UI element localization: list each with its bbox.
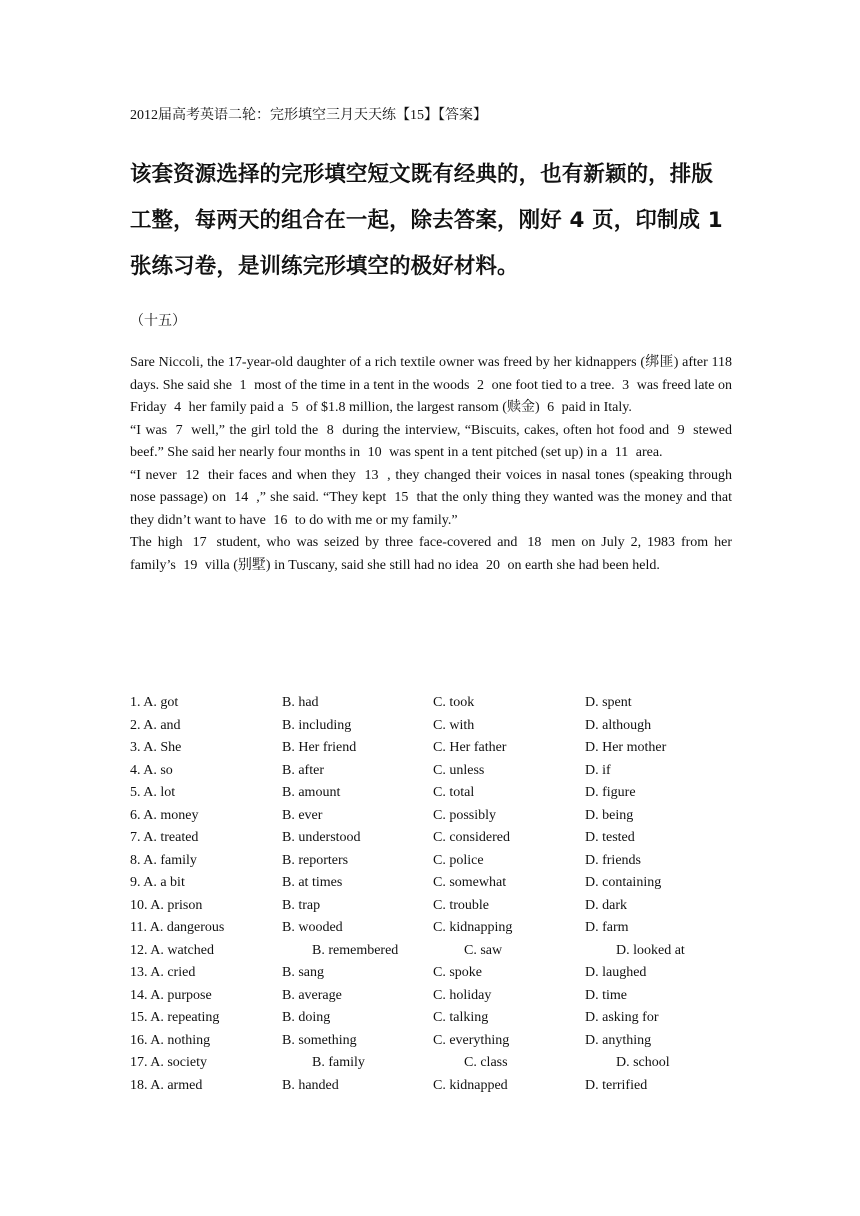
option-a: 13. A. cried (130, 965, 196, 980)
option-row (130, 1052, 732, 1075)
blank-16: 16 (273, 512, 288, 528)
option-b: B. had (282, 695, 319, 710)
option-b: B. at times (282, 875, 343, 890)
option-a: 3. A. She (130, 740, 182, 755)
passage-text: well,” the girl told the (191, 422, 319, 438)
passage-text: stewed beef.” She said her nearly four months in (130, 422, 733, 460)
blank-4: 4 (174, 400, 182, 415)
option-b: B. after (282, 762, 324, 778)
option-c: C. saw (464, 942, 503, 958)
passage-text: , they changed their voices in nasal tones (speaking through nose passage) on (130, 467, 733, 505)
option-a: 11. A. dangerous (130, 920, 225, 935)
option-row (130, 782, 732, 805)
option-d: D. containing (585, 875, 662, 890)
option-row (130, 805, 732, 828)
option-row (130, 737, 732, 760)
passage-text: men on July 2, 1983 from her family’s (130, 535, 733, 573)
passage-text: most of the time in a tent in the woods (254, 377, 470, 393)
option-row (130, 917, 732, 940)
option-row (130, 1075, 732, 1098)
passage-text: villa (别墅) in Tuscany, said she still had no idea (204, 557, 479, 573)
passage-text: Sare Niccoli, the 17-year-old daughter of a rich textile owner was freed by her kidnappers (绑匪) after 118 days. She said she (130, 355, 732, 393)
option-d: D. figure (585, 785, 636, 800)
option-b: B. remembered (312, 942, 399, 958)
answer-options (130, 692, 732, 1097)
passage-text: area. (635, 445, 663, 460)
blank-1: 1 (239, 377, 247, 393)
option-d: D. if (585, 762, 611, 778)
option-row (130, 850, 732, 873)
blank-19: 19 (183, 557, 198, 573)
option-a: 18. A. armed (130, 1077, 203, 1093)
passage-text: “I was (130, 422, 168, 438)
option-b: B. ever (282, 807, 323, 823)
option-row (130, 962, 732, 985)
option-c: C. talking (433, 1010, 489, 1025)
option-a: 6. A. money (130, 807, 199, 823)
passage-text: during the interview, “Biscuits, cakes, often hot food and (342, 422, 670, 438)
promo-headline: 该套资源选择的完形填空短文既有经典的，也有新颖的，排版工整，每两天的组合在一起，除去答案，刚好 4 页，印制成 1 张练习卷，是训练完形填空的极好材料。 (130, 162, 723, 279)
option-row (130, 1007, 732, 1030)
cloze-passage (130, 352, 732, 577)
blank-11: 11 (614, 445, 629, 460)
option-d: D. being (585, 807, 634, 823)
option-d: D. laughed (585, 965, 647, 980)
option-d: D. school (616, 1055, 670, 1070)
passage-text: The high (130, 535, 183, 550)
blank-7: 7 (175, 422, 183, 438)
passage-text: their faces and when they (208, 467, 356, 483)
option-row (130, 940, 732, 963)
option-row (130, 872, 732, 895)
blank-8: 8 (326, 422, 334, 438)
passage-text: her family paid a (188, 400, 284, 415)
option-a: 5. A. lot (130, 785, 176, 800)
option-a: 14. A. purpose (130, 987, 212, 1003)
blank-2: 2 (477, 377, 485, 393)
blank-18: 18 (527, 535, 542, 550)
blank-17: 17 (192, 535, 207, 550)
blank-6: 6 (547, 400, 555, 415)
blank-15: 15 (394, 490, 409, 505)
option-a: 9. A. a bit (130, 875, 185, 890)
option-a: 15. A. repeating (130, 1010, 220, 1025)
option-b: B. something (282, 1032, 357, 1048)
option-row (130, 827, 732, 850)
option-a: 1. A. got (130, 695, 179, 710)
option-d: D. spent (585, 695, 632, 710)
blank-20: 20 (486, 557, 501, 573)
passage-text: on earth she had been held. (507, 557, 660, 573)
option-row (130, 760, 732, 783)
option-row (130, 692, 732, 715)
option-d: D. looked at (616, 942, 685, 958)
passage-paragraph-4 (130, 532, 732, 577)
option-a: 4. A. so (130, 762, 173, 778)
option-c: C. police (433, 852, 484, 868)
option-row (130, 985, 732, 1008)
option-b: B. trap (282, 897, 321, 913)
option-c: C. possibly (433, 807, 497, 823)
option-b: B. wooded (282, 920, 343, 935)
option-d: D. time (585, 987, 627, 1003)
option-c: C. considered (433, 830, 510, 845)
blank-5: 5 (291, 400, 299, 415)
option-d: D. friends (585, 852, 641, 868)
passage-text: “I never (130, 467, 177, 483)
option-row (130, 715, 732, 738)
passage-paragraph-2 (130, 420, 732, 465)
option-b: B. family (312, 1055, 365, 1070)
option-a: 17. A. society (130, 1055, 207, 1070)
passage-text: was freed late on Friday (130, 377, 733, 415)
option-c: C. unless (433, 762, 485, 778)
option-b: B. including (282, 717, 352, 733)
option-c: C. Her father (433, 740, 507, 755)
passage-text: of $1.8 million, the largest ransom (赎金) (305, 400, 540, 415)
option-a: 12. A. watched (130, 942, 214, 958)
option-c: C. everything (433, 1032, 510, 1048)
option-b: B. handed (282, 1077, 339, 1093)
passage-paragraph-1 (130, 352, 732, 420)
section-label: （十五） (130, 314, 186, 329)
option-d: D. terrified (585, 1077, 648, 1093)
option-b: B. sang (282, 965, 324, 980)
option-b: B. amount (282, 785, 341, 800)
option-row (130, 895, 732, 918)
option-a: 2. A. and (130, 717, 181, 733)
blank-14: 14 (234, 490, 249, 505)
blank-9: 9 (677, 422, 685, 438)
option-c: C. kidnapped (433, 1077, 508, 1093)
option-c: C. kidnapping (433, 920, 513, 935)
option-a: 16. A. nothing (130, 1032, 211, 1048)
blank-13: 13 (364, 467, 379, 483)
option-b: B. Her friend (282, 740, 357, 755)
option-b: B. average (282, 987, 342, 1003)
blank-12: 12 (185, 467, 200, 483)
passage-paragraph-3 (130, 465, 732, 533)
option-d: D. tested (585, 830, 635, 845)
option-a: 8. A. family (130, 852, 197, 868)
passage-text: that the only thing they wanted was the money and that they didn’t want to have (130, 490, 732, 528)
option-c: C. took (433, 695, 475, 710)
passage-text: paid in Italy. (561, 400, 632, 415)
option-d: D. although (585, 717, 652, 733)
blank-10: 10 (367, 445, 382, 460)
passage-text: was spent in a tent pitched (set up) in a (389, 445, 608, 460)
option-b: B. doing (282, 1010, 331, 1025)
option-c: C. with (433, 717, 475, 733)
option-c: C. spoke (433, 965, 482, 980)
option-c: C. class (464, 1055, 508, 1070)
passage-text: one foot tied to a tree. (491, 377, 615, 393)
option-c: C. trouble (433, 897, 489, 913)
passage-text: to do with me or my family.” (294, 512, 458, 528)
option-row (130, 1030, 732, 1053)
passage-text: student, who was seized by three face-covered and (216, 535, 518, 550)
option-d: D. farm (585, 920, 629, 935)
passage-text: ,” she said. “They kept (256, 490, 387, 505)
document-header: 2012届高考英语二轮：完形填空三月天天练【15】【答案】 (130, 108, 487, 123)
option-c: C. somewhat (433, 875, 507, 890)
option-b: B. understood (282, 830, 361, 845)
option-d: D. Her mother (585, 740, 667, 755)
option-a: 7. A. treated (130, 830, 199, 845)
option-d: D. asking for (585, 1010, 659, 1025)
option-c: C. total (433, 785, 475, 800)
option-c: C. holiday (433, 987, 492, 1003)
option-d: D. anything (585, 1032, 652, 1048)
option-d: D. dark (585, 897, 627, 913)
option-b: B. reporters (282, 852, 349, 868)
option-a: 10. A. prison (130, 897, 203, 913)
blank-3: 3 (622, 377, 630, 393)
